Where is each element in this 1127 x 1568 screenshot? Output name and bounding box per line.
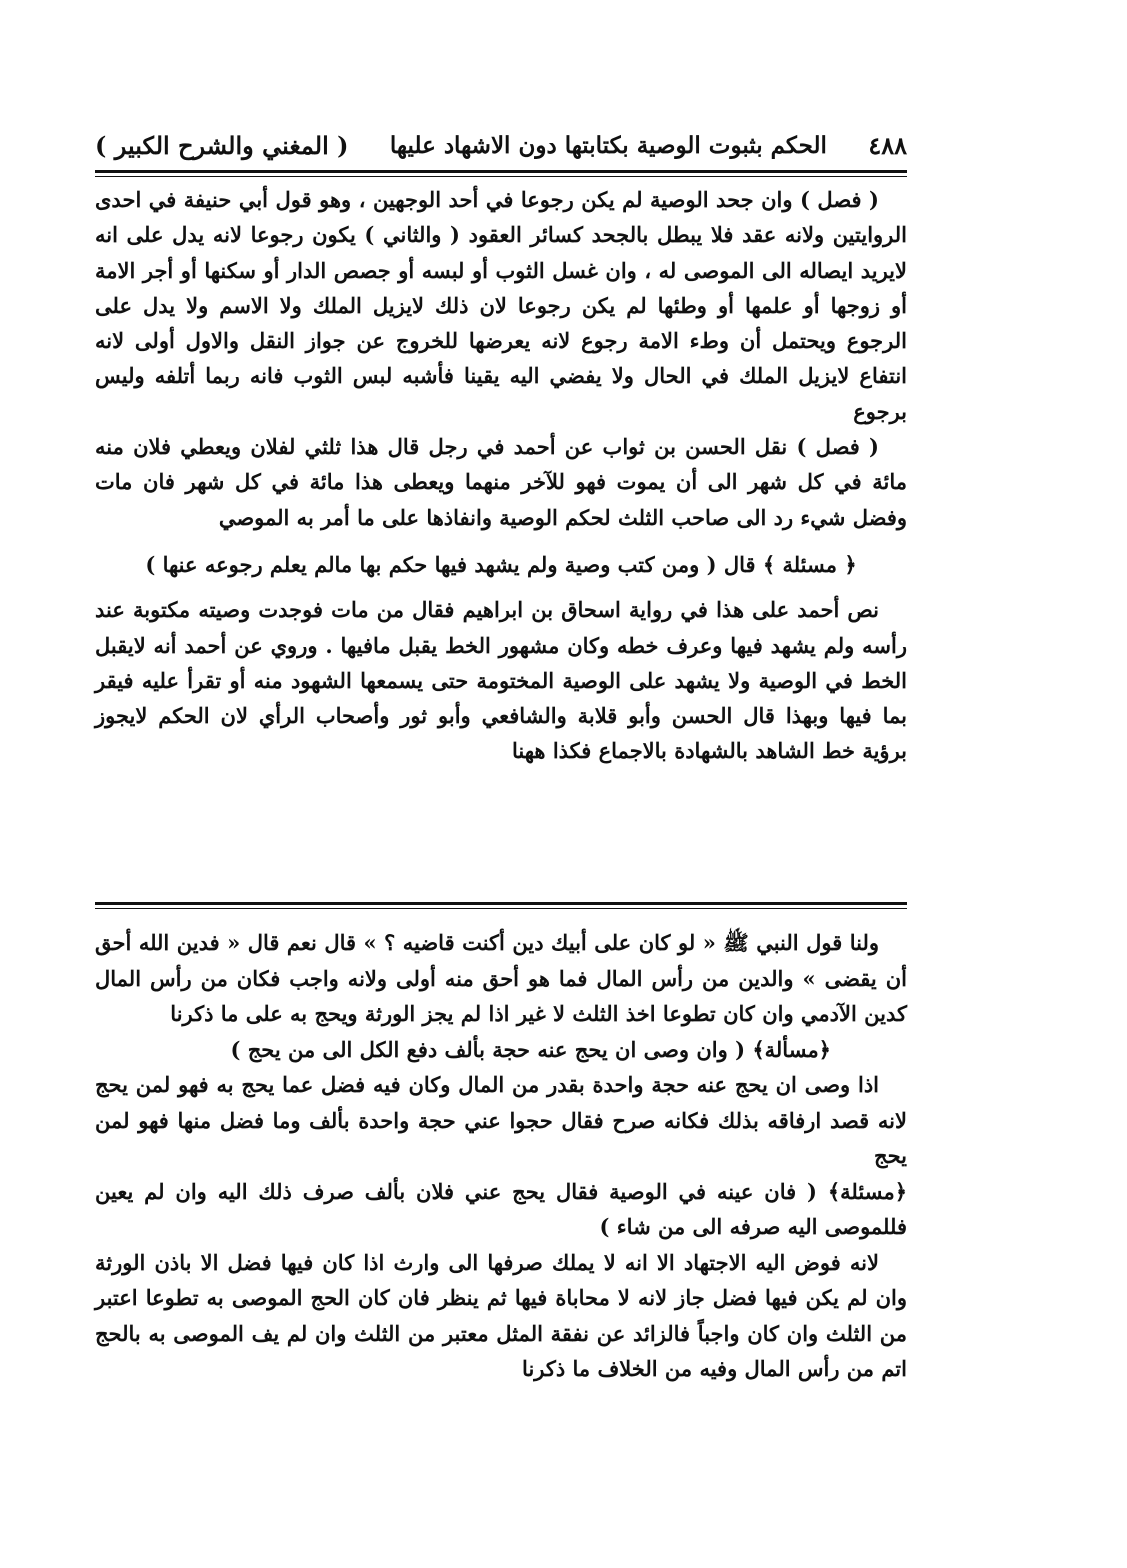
masala-heading-hajj [95, 1032, 907, 1068]
commentary-text [95, 925, 907, 1387]
masala-marker: ﴿مسألة﴾ [752, 1036, 831, 1062]
paragraph-hajj: اذا وصى ان يحج عنه حجة واحدة بقدر من المال وكان فيه فضل عما يحج به فهو لمن يحج لانه قصد ارفاقه بذلك فكانه صرح فقال حجوا عني حجة واحدة بألف وما فضل منها فهو لمن يحج [95, 1072, 907, 1168]
book-title: ( المغني والشرح الكبير ) [95, 130, 349, 160]
main-text [95, 182, 907, 769]
paragraph-walana: ولنا قول النبي ﷺ « لو كان على أبيك دين أكنت قاضيه ؟ » قال نعم قال « فدين الله أحق أن يقضى » والدين من رأس المال فما هو أحق منه أولى ولانه واجب فكان من رأس المال كدين الآدمي وان كان تطوعا اخذ الثلث لا غير اذا لم يجز الورثة ويحج به على ما ذكرنا [95, 930, 907, 1026]
section-divider [95, 902, 907, 905]
paragraph-fasl-2: ( فصل ) نقل الحسن بن ثواب عن أحمد في رجل قال هذا ثلثي لفلان ويعطي فلان منه مائة في كل شهر الى أن يموت فهو للآخر منهما ويعطى هذا مائة في كل شهر فان مات وفضل شيء رد الى صاحب الثلث لحكم الوصية وانفاذها على ما أمر به الموصي [95, 434, 907, 530]
masala-heading [95, 547, 907, 582]
masala-text: قال ( ومن كتب وصية ولم يشهد فيها حكم بها مالم يعلم رجوعه عنها ) [145, 551, 756, 577]
paragraph-fasl-1: ( فصل ) وان جحد الوصية لم يكن رجوعا في أحد الوجهين ، وهو قول أبي حنيفة في احدى الروايتين ولانه عقد فلا يبطل بالجحد كسائر العقود ( والثاني ) يكون رجوعا لانه يدل على انه لايريد ايصاله الى الموصى له ، وان غسل الثوب أو لبسه أو جصص الدار أو سكنها أو أجر الامة أو زوجها أو علمها أو وطئها لم يكن رجوعا لان ذلك لايزيل الملك ولا الاسم ولا يدل على الرجوع ويحتمل أن وطء الامة رجوع لانه يعرضها للخروج عن جواز النقل والاول أولى لانه انتفاع لايزيل الملك في الحال ولا يفضي اليه يقينا فأشبه لبس الثوب فانه ربما أتلفه وليس برجوع [95, 187, 907, 424]
page-header [95, 122, 907, 168]
masala-heading-tayeen [95, 1174, 907, 1245]
masala-marker: ﴿ مسئلة ﴾ [762, 551, 857, 577]
masala-text: ( فان عينه في الوصية فقال يحج عني فلان بألف صرف ذلك اليه وان لم يعين فللموصى اليه صرفه الى من شاء ) [95, 1178, 907, 1239]
masala-text: ( وان وصى ان يحج عنه حجة بألف دفع الكل الى من يحج ) [230, 1036, 746, 1062]
header-divider [95, 170, 907, 173]
header-title: الحكم بثبوت الوصية بكتابتها دون الاشهاد عليها [389, 131, 827, 159]
paragraph-nass: نص أحمد على هذا في رواية اسحاق بن ابراهيم فقال من مات فوجدت وصيته مكتوبة عند رأسه ولم يشهد فيها وعرف خطه وكان مشهور الخط يقبل مافيها . وروي عن أحمد أنه لايقبل الخط في الوصية ولا يشهد على الوصية المختومة حتى يسمعها الشهود منه أو تقرأ عليه فيقر بما فيها وبهذا قال الحسن وأبو قلابة والشافعي وأبو ثور وأصحاب الرأي لان الحكم لايجوز برؤية خط الشاهد بالشهادة بالاجماع فكذا ههنا [95, 597, 907, 764]
masala-marker: ﴿مسئلة﴾ [827, 1178, 907, 1204]
page-number: ٤٨٨ [868, 130, 907, 160]
paragraph-tafwid: لانه فوض اليه الاجتهاد الا انه لا يملك صرفها الى وارث اذا كان فيها فضل الا باذن الورثة وان لم يكن فيها فضل جاز لانه لا محاباة فيها ثم ينظر فان كان الحج الموصى به تطوعا اعتبر من الثلث وان كان واجباً فالزائد عن نفقة المثل معتبر من الثلث وان لم يف الموصى به بالحج اتم من رأس المال وفيه من الخلاف ما ذكرنا [95, 1249, 907, 1381]
